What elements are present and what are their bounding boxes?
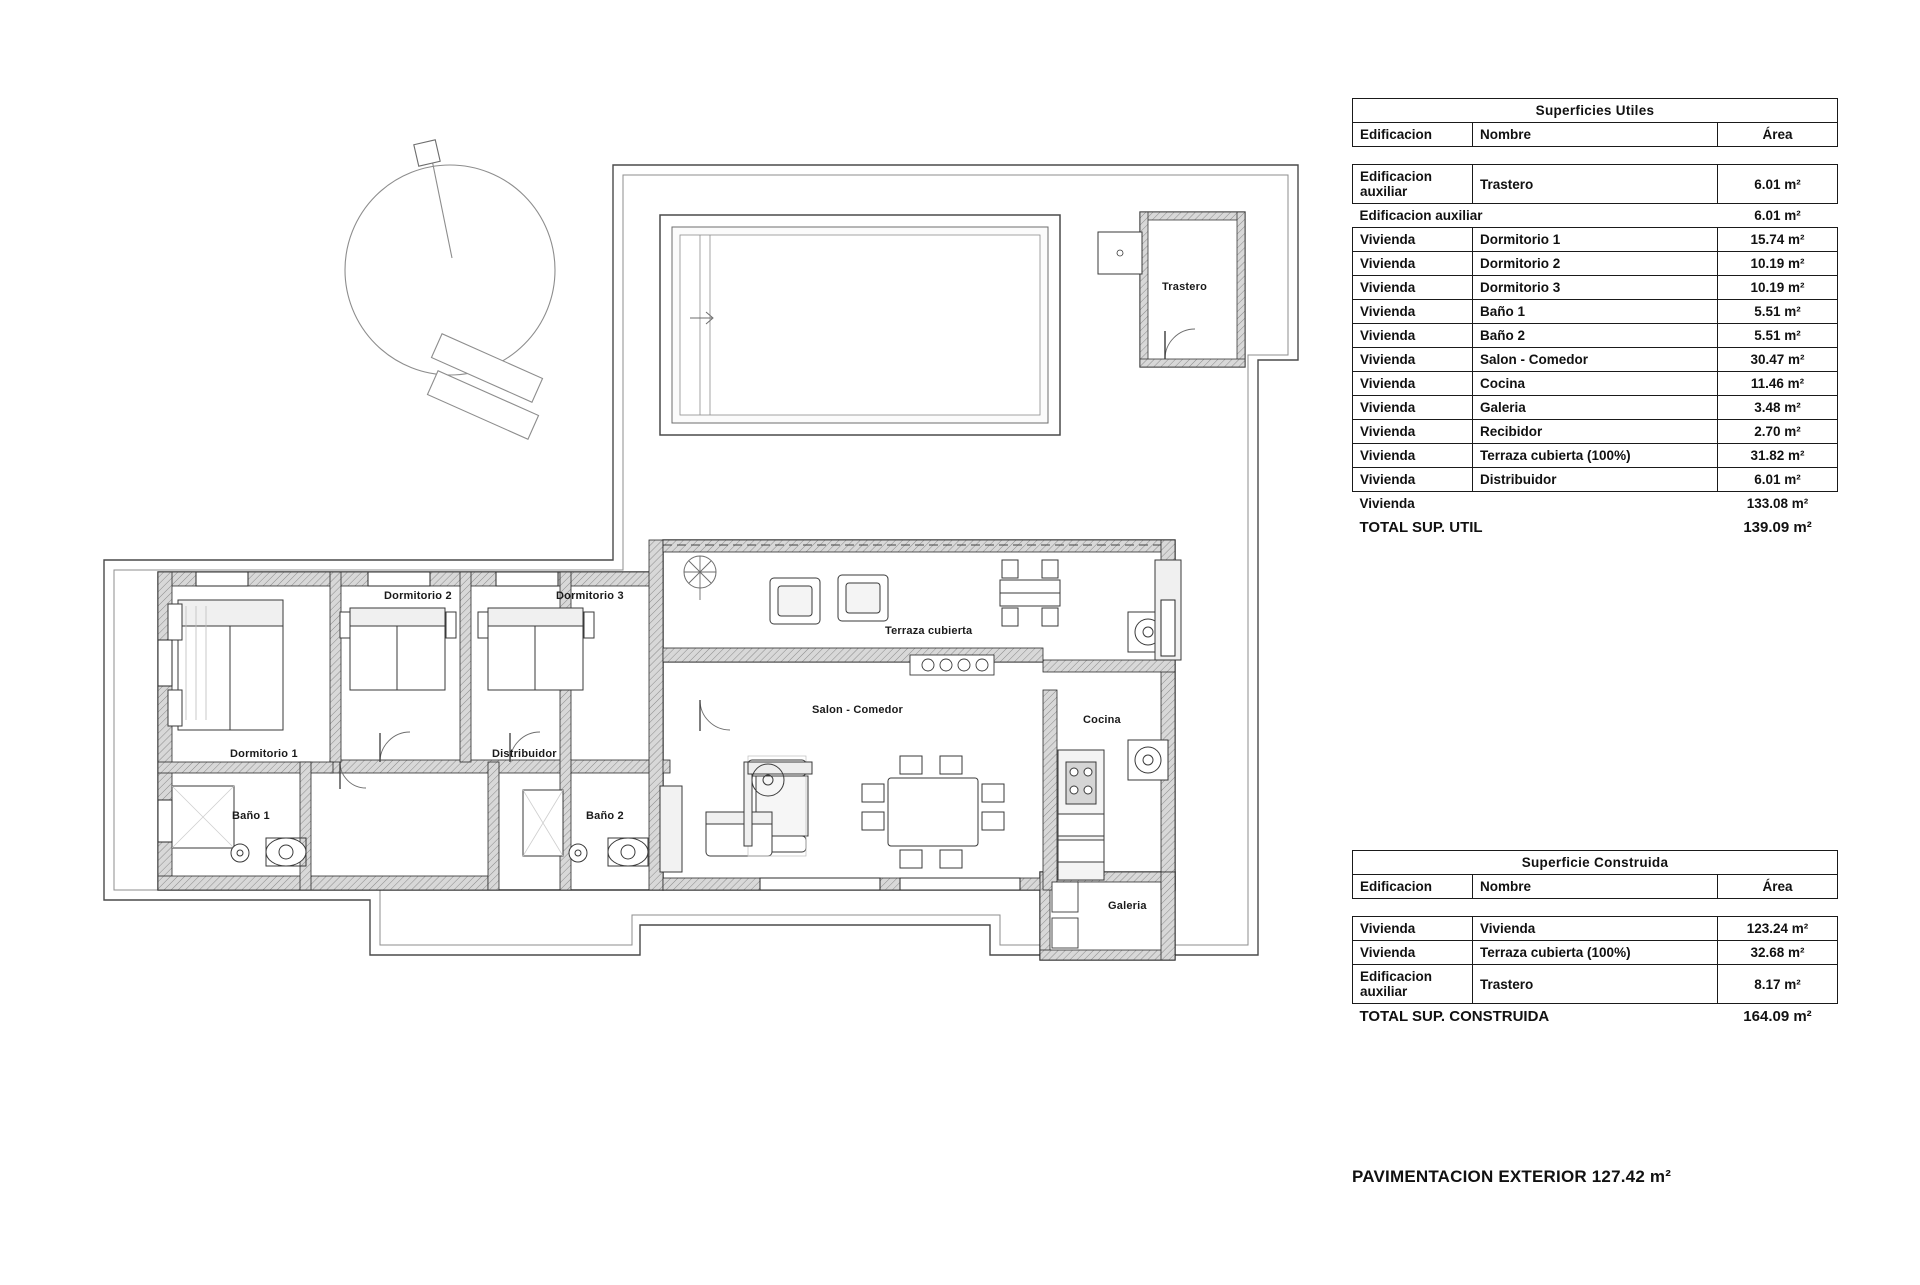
plan-label-trastero: Trastero (1162, 281, 1208, 293)
cell-edificacion: Vivienda (1353, 252, 1473, 276)
table-row (1353, 965, 1838, 1004)
total-row-util (1353, 515, 1838, 540)
cell-nombre: Dormitorio 1 (1473, 228, 1718, 252)
total-construida-value: 164.09 m² (1718, 1004, 1838, 1030)
superficies-utiles-table (1352, 98, 1830, 540)
subtotal-vivienda-label: Vivienda (1353, 492, 1718, 516)
cell-area: 5.51 m² (1718, 300, 1838, 324)
header-area: Área (1718, 875, 1838, 899)
construida-title: Superficie Construida (1353, 851, 1838, 875)
superficie-construida-table (1352, 850, 1830, 1029)
table-title-row (1353, 851, 1838, 875)
cell-area: 32.68 m² (1718, 941, 1838, 965)
cell-nombre: Salon - Comedor (1473, 348, 1718, 372)
cell-edificacion: Vivienda (1353, 444, 1473, 468)
cell-nombre: Galeria (1473, 396, 1718, 420)
cell-area: 3.48 m² (1718, 396, 1838, 420)
cell-edificacion: Vivienda (1353, 420, 1473, 444)
table-row (1353, 228, 1838, 252)
table-row (1353, 324, 1838, 348)
cell-area: 10.19 m² (1718, 252, 1838, 276)
plan-label-distribuidor: Distribuidor (492, 748, 557, 760)
subtotal-aux-value: 6.01 m² (1718, 204, 1838, 228)
header-edificacion: Edificacion (1353, 875, 1473, 899)
subtotal-row-aux (1353, 204, 1838, 228)
total-util-value: 139.09 m² (1718, 515, 1838, 540)
header-nombre: Nombre (1473, 123, 1718, 147)
cell-edificacion: Edificacion auxiliar (1353, 165, 1473, 204)
header-nombre: Nombre (1473, 875, 1718, 899)
pool (660, 215, 1060, 435)
cell-area: 30.47 m² (1718, 348, 1838, 372)
cell-area: 5.51 m² (1718, 324, 1838, 348)
cell-edificacion: Vivienda (1353, 324, 1473, 348)
table-header-row (1353, 123, 1838, 147)
cell-nombre: Baño 2 (1473, 324, 1718, 348)
cell-edificacion: Edificacion auxiliar (1353, 965, 1473, 1004)
plan-label-terraza-cubierta: Terraza cubierta (885, 625, 973, 637)
cell-nombre: Cocina (1473, 372, 1718, 396)
cell-edificacion: Vivienda (1353, 941, 1473, 965)
plan-label-dormitorio-3: Dormitorio 3 (556, 590, 624, 602)
subtotal-row-vivienda (1353, 492, 1838, 516)
cell-area: 6.01 m² (1718, 165, 1838, 204)
total-row-construida (1353, 1004, 1838, 1030)
table-row (1353, 420, 1838, 444)
table-row (1353, 252, 1838, 276)
table-title-row (1353, 99, 1838, 123)
plan-label-galeria: Galeria (1108, 900, 1147, 912)
plan-label-dormitorio-1: Dormitorio 1 (230, 748, 298, 760)
table-row (1353, 396, 1838, 420)
cell-nombre: Dormitorio 3 (1473, 276, 1718, 300)
cell-area: 11.46 m² (1718, 372, 1838, 396)
cell-edificacion: Vivienda (1353, 396, 1473, 420)
cell-nombre: Trastero (1473, 165, 1718, 204)
plan-label-cocina: Cocina (1083, 714, 1121, 726)
cell-edificacion: Vivienda (1353, 276, 1473, 300)
cell-edificacion: Vivienda (1353, 468, 1473, 492)
cell-area: 10.19 m² (1718, 276, 1838, 300)
cell-edificacion: Vivienda (1353, 372, 1473, 396)
table-row (1353, 444, 1838, 468)
table-row (1353, 165, 1838, 204)
cell-nombre: Terraza cubierta (100%) (1473, 444, 1718, 468)
cell-nombre: Terraza cubierta (100%) (1473, 941, 1718, 965)
cell-nombre: Dormitorio 2 (1473, 252, 1718, 276)
table-row (1353, 348, 1838, 372)
header-edificacion: Edificacion (1353, 123, 1473, 147)
cell-nombre: Distribuidor (1473, 468, 1718, 492)
cell-nombre: Baño 1 (1473, 300, 1718, 324)
plan-label-bano-2: Baño 2 (586, 810, 624, 822)
cell-area: 8.17 m² (1718, 965, 1838, 1004)
table-row (1353, 468, 1838, 492)
cell-edificacion: Vivienda (1353, 300, 1473, 324)
bed-1 (168, 600, 283, 730)
cell-area: 31.82 m² (1718, 444, 1838, 468)
cell-nombre: Trastero (1473, 965, 1718, 1004)
plan-label-dormitorio-2: Dormitorio 2 (384, 590, 452, 602)
cell-area: 123.24 m² (1718, 917, 1838, 941)
table-header-row (1353, 875, 1838, 899)
driveway-circle (345, 140, 555, 439)
subtotal-vivienda-value: 133.08 m² (1718, 492, 1838, 516)
pavimentacion-exterior-label: PAVIMENTACION EXTERIOR 127.42 m² (1352, 1167, 1672, 1186)
plan-label-bano-1: Baño 1 (232, 810, 270, 822)
subtotal-aux-label: Edificacion auxiliar (1353, 204, 1718, 228)
table-row (1353, 372, 1838, 396)
table-row (1353, 941, 1838, 965)
cell-area: 2.70 m² (1718, 420, 1838, 444)
bed-2 (340, 608, 456, 690)
total-util-label: TOTAL SUP. UTIL (1353, 515, 1718, 540)
cell-area: 6.01 m² (1718, 468, 1838, 492)
cell-nombre: Recibidor (1473, 420, 1718, 444)
cell-edificacion: Vivienda (1353, 228, 1473, 252)
header-area: Área (1718, 123, 1838, 147)
cell-edificacion: Vivienda (1353, 917, 1473, 941)
bed-3 (478, 608, 594, 690)
utiles-title: Superficies Utiles (1353, 99, 1838, 123)
table-row (1353, 917, 1838, 941)
table-row (1353, 276, 1838, 300)
cell-nombre: Vivienda (1473, 917, 1718, 941)
total-construida-label: TOTAL SUP. CONSTRUIDA (1353, 1004, 1718, 1030)
cell-area: 15.74 m² (1718, 228, 1838, 252)
cell-edificacion: Vivienda (1353, 348, 1473, 372)
table-row (1353, 300, 1838, 324)
plan-label-salon-comedor: Salon - Comedor (812, 704, 904, 716)
